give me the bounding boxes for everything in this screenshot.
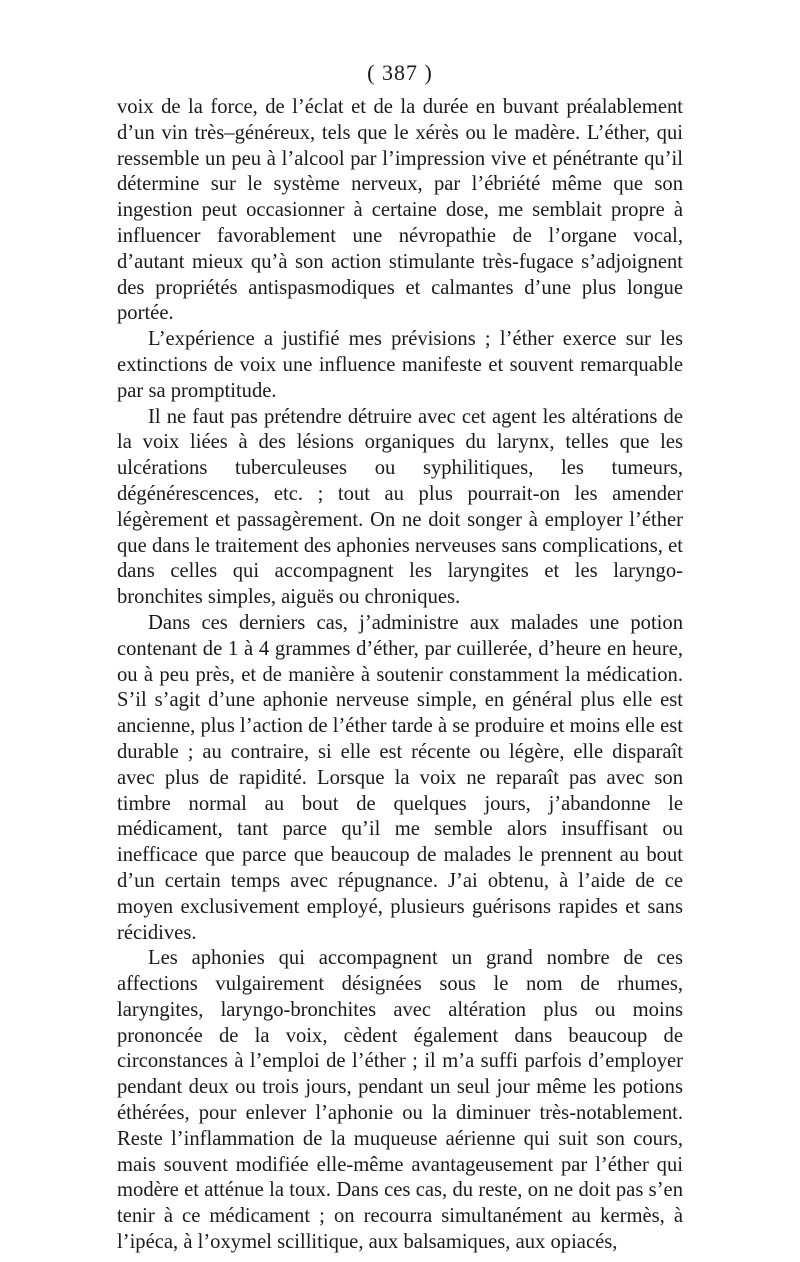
paragraph-3: Il ne faut pas prétendre détruire avec cet agent les altérations de la voix liées à des lésions organiques du larynx, telles que les ulcérations tuberculeuses ou syphilitiques, les tumeurs, dégénérescences, etc. ; tout au plus pourrait-on les amender légèrement et passagèrement. On ne doit songer à employer l’éther que dans le traitement des aphonies nerveuses sans complications, et dans celles qui accompagnent les laryngites et les laryngo-bronchites simples, aiguës ou chroniques. — [117, 405, 683, 609]
paragraph-2: L’expérience a justifié mes prévisions ; l’éther exerce sur les extinctions de voix une influence manifeste et souvent remarquable par sa promptitude. — [117, 328, 683, 402]
page-number: ( 387 ) — [367, 60, 433, 85]
paragraph-1: voix de la force, de l’éclat et de la durée en buvant préalablement d’un vin très–généreux, tels que le xérès ou le madère. L’éther, qui ressemble un peu à l’alcool par l’impression vive et pénétrante qu’il détermine sur le système nerveux, par l’ébriété même que son ingestion peut occasionner à certaine dose, me semblait propre à influencer favorablement une névropathie de l’organe vocal, d’autant mieux qu’à son action stimulante très-fugace s’adjoignent des propriétés antispasmodiques et calmantes d’une plus longue portée. — [117, 96, 683, 325]
body-text — [117, 95, 683, 1256]
paragraph-5: Les aphonies qui accompagnent un grand nombre de ces affections vulgairement désignées sous le nom de rhumes, laryngites, laryngo-bronchites avec altération plus ou moins prononcée de la voix, cèdent également dans beaucoup de circonstances à l’emploi de l’éther ; il m’a suffi parfois d’employer pendant deux ou trois jours, pendant un seul jour même les potions éthérées, pour enlever l’aphonie ou la diminuer très-notablement. Reste l’inflammation de la muqueuse aérienne qui suit son cours, mais souvent modifiée elle-même avantageusement par l’éther qui modère et atténue la toux. Dans ces cas, du reste, on ne doit pas s’en tenir à ce médicament ; on recourra simultanément au kermès, à l’ipéca, à l’oxymel scillitique, aux balsamiques, aux opiacés, — [117, 947, 683, 1254]
paragraph-4: Dans ces derniers cas, j’administre aux malades une potion contenant de 1 à 4 grammes d’éther, par cuillerée, d’heure en heure, ou à peu près, et de manière à soutenir constamment la médication. S’il s’agit d’une aphonie nerveuse simple, en général plus elle est ancienne, plus l’action de l’éther tarde à se produire et moins elle est durable ; au contraire, si elle est récente ou légère, elle disparaît avec plus de rapidité. Lorsque la voix ne reparaît pas avec son timbre normal au bout de quelques jours, j’abandonne le médicament, tant parce qu’il me semble alors insuffisant ou inefficace que parce que beaucoup de malades le prennent au bout d’un certain temps avec répugnance. J’ai obtenu, à l’aide de ce moyen exclusivement employé, plusieurs guérisons rapides et sans récidives. — [117, 611, 683, 944]
